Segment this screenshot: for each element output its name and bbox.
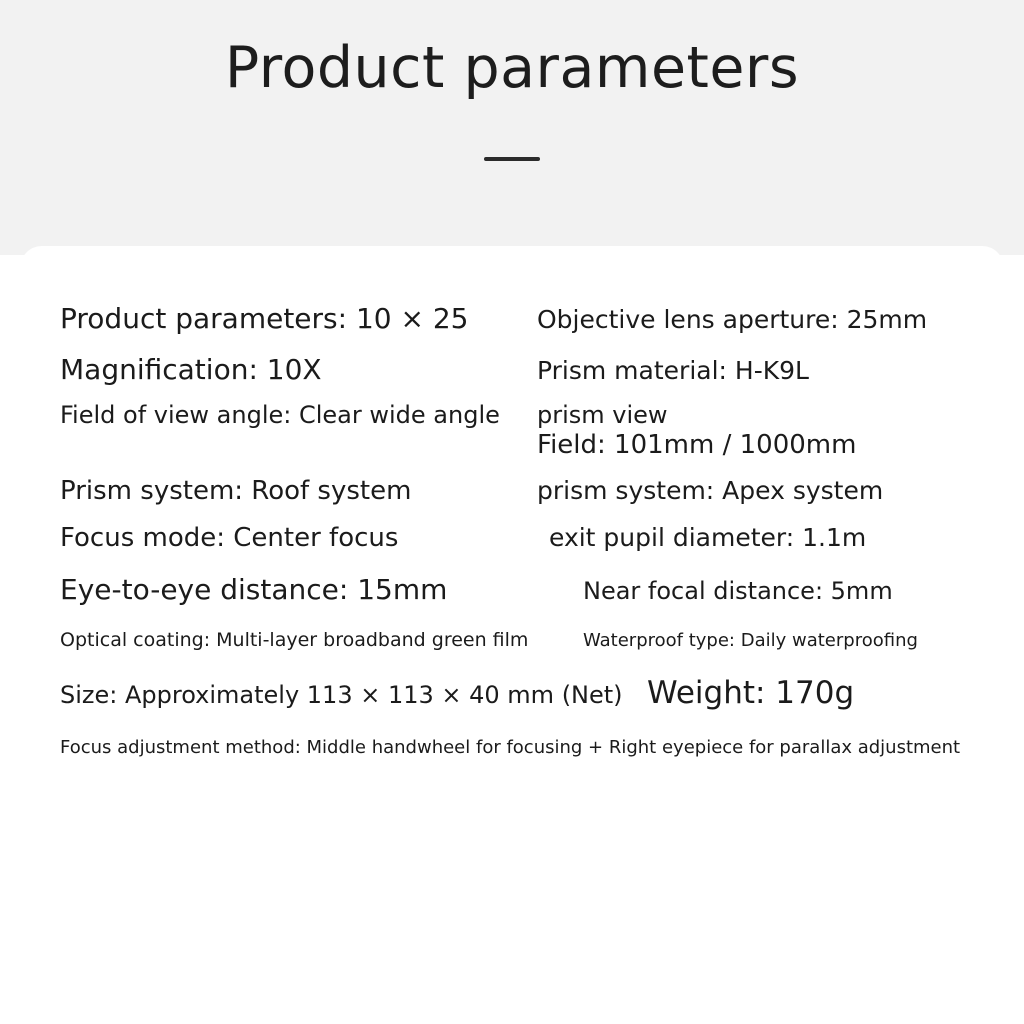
spec-field-of-view-angle: Field of view angle: Clear wide angle <box>60 401 500 430</box>
spec-prism-view-label: prism view <box>537 401 668 430</box>
spec-focus-mode: Focus mode: Center focus <box>60 523 399 554</box>
table-row <box>40 476 984 508</box>
spec-prism-system-left: Prism system: Roof system <box>60 476 412 507</box>
spec-focus-adjustment-method: Focus adjustment method: Middle handwheel for focusing + Right eyepiece for parallax adjustment <box>60 736 961 758</box>
spec-objective-lens-aperture: Objective lens aperture: 25mm <box>537 305 928 334</box>
spec-prism-view-field <box>537 401 984 460</box>
spec-exit-pupil-diameter: exit pupil diameter: 1.1m <box>549 523 867 553</box>
spec-prism-material: Prism material: H-K9L <box>537 356 809 386</box>
spec-waterproof-type: Waterproof type: Daily waterproofing <box>583 629 918 651</box>
hero-band <box>0 0 1024 255</box>
spec-weight: Weight: 170g <box>647 674 855 711</box>
spec-card <box>20 246 1004 824</box>
table-row <box>40 629 984 653</box>
spec-table <box>40 302 984 758</box>
table-row <box>40 302 984 336</box>
table-row <box>40 573 984 607</box>
spec-magnification: Magnification: 10X <box>60 353 322 387</box>
page-title: Product parameters <box>224 35 800 101</box>
title-divider <box>484 157 540 161</box>
spec-prism-system-right: prism system: Apex system <box>537 476 884 506</box>
table-row <box>40 401 984 460</box>
spec-near-focal-distance: Near focal distance: 5mm <box>583 576 893 605</box>
spec-eye-to-eye-distance: Eye-to-eye distance: 15mm <box>60 572 448 606</box>
table-row <box>40 523 984 555</box>
spec-prism-view-value: Field: 101mm / 1000mm <box>537 429 857 460</box>
spec-product-parameters: Product parameters: 10 × 25 <box>60 302 469 335</box>
spec-optical-coating: Optical coating: Multi-layer broadband green film <box>60 628 529 651</box>
spec-size: Size: Approximately 113 × 113 × 40 mm (Net) <box>60 680 623 709</box>
table-row <box>40 675 984 711</box>
table-row <box>40 353 984 387</box>
